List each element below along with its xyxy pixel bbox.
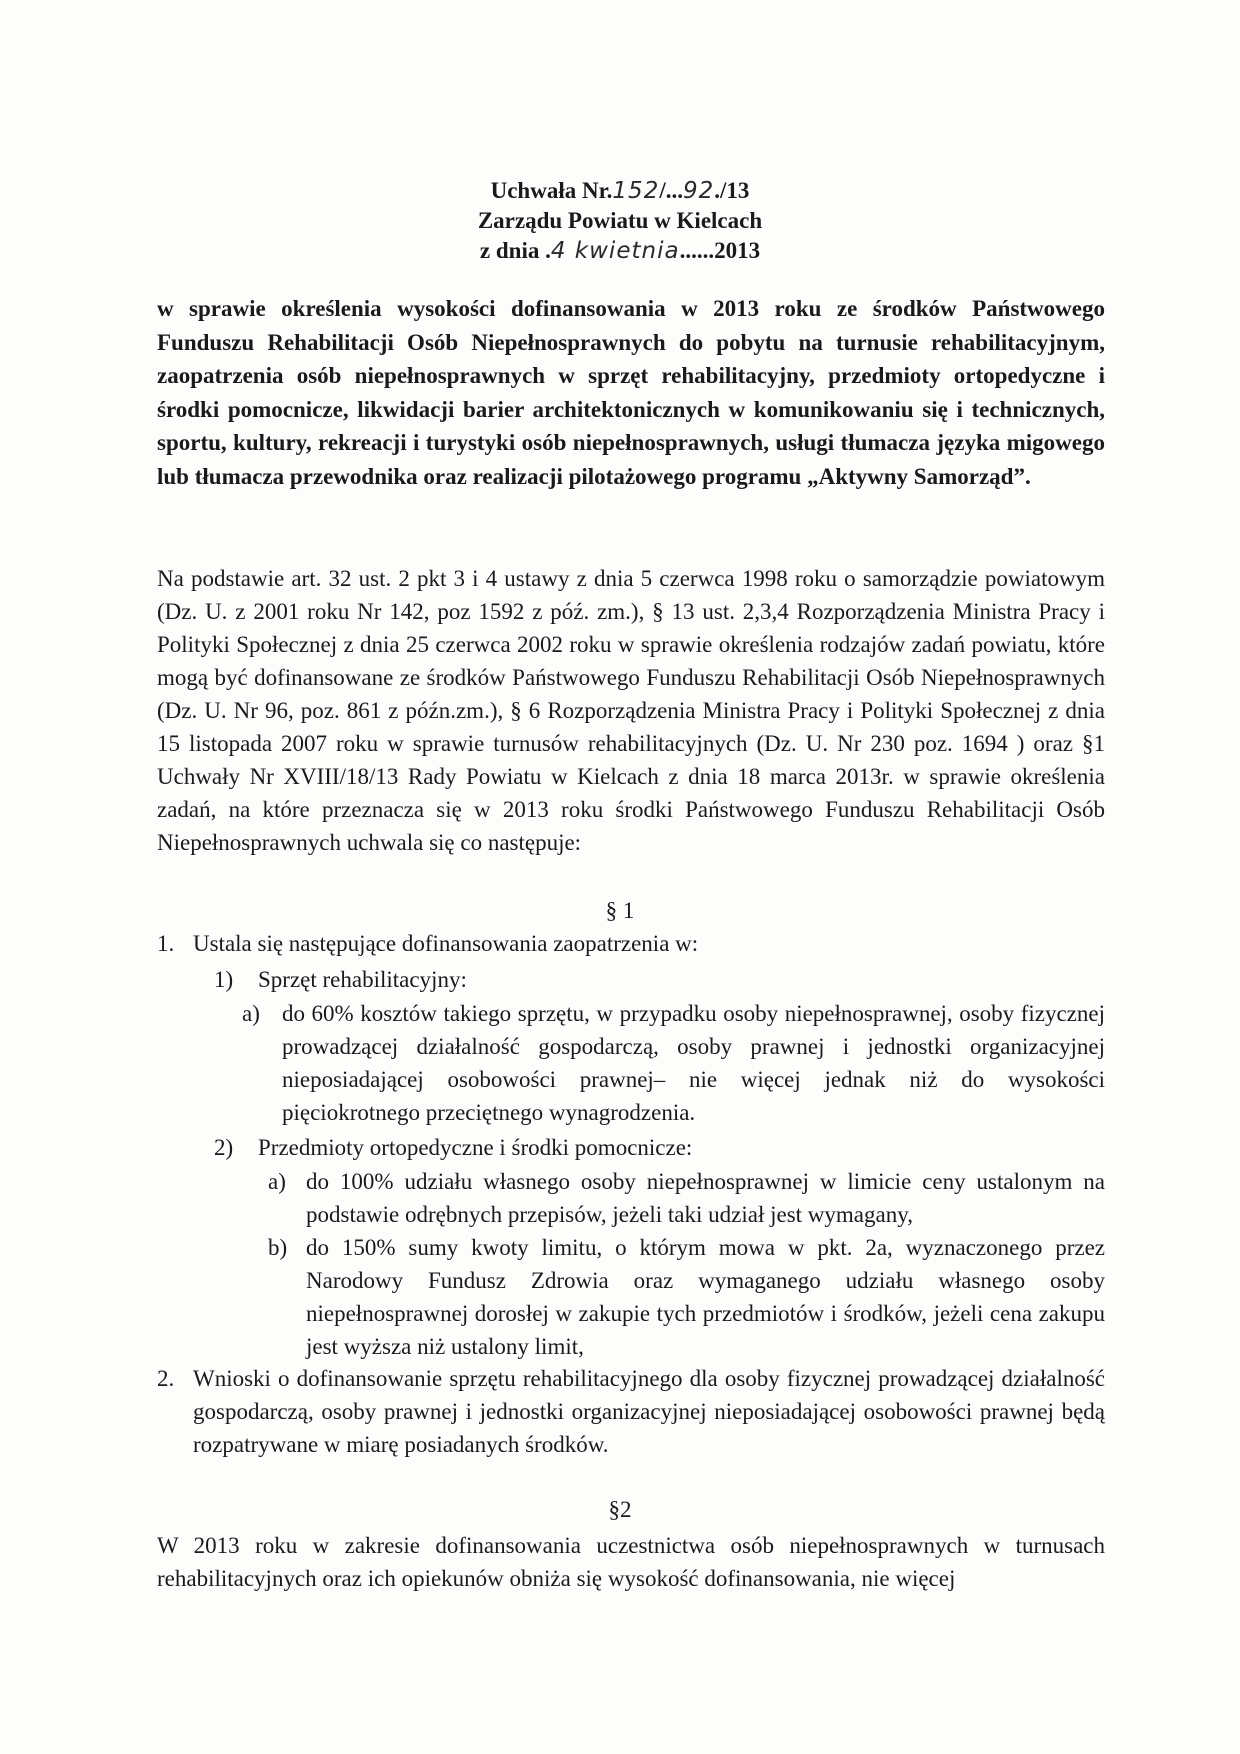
point-1-text: Ustala się następujące dofinansowania zaopatrzenia w:	[193, 931, 699, 956]
resolution-subject: w sprawie określenia wysokości dofinansowania w 2013 roku ze środków Państwowego Funduszu Rehabilitacji Osób Niepełnosprawnych do pobytu na turnusie rehabilitacyjnym, zaopatrzenia osób niepełnosprawnych w sprzęt rehabilitacyjny, przedmioty ortopedyczne i środki pomocnicze, likwidacji barier architektonicznych w komunikowaniu się i technicznych, sportu, kultury, rekreacji i turystyki osób niepełnosprawnych, usługi tłumacza języka migowego lub tłumacza przewodnika oraz realizacji pilotażowego programu „Aktywny Samorząd”.	[157, 296, 1105, 489]
resolution-header	[0, 176, 1240, 266]
subpoint-2a-letter: a)	[268, 1169, 286, 1194]
point-2-text: Wnioski o dofinansowanie sprzętu rehabilitacyjnego dla osoby fizycznej prowadzącej działalność gospodarczą, osoby prawnej i jednostki organizacyjnej nieposiadającej osobowości prawnej będą rozpatrywane w miarę posiadanych środków.	[193, 1366, 1105, 1457]
subpoint-1a-letter: a)	[242, 1001, 260, 1026]
section-1-title: § 1	[605, 898, 635, 923]
subpoint-2-number: 2)	[214, 1135, 234, 1160]
subpoint-2a-text: do 100% udziału własnego osoby niepełnosprawnej w limicie ceny ustalonym na podstawie odrębnych przepisów, jeżeli taki udział jest wymagany,	[306, 1169, 1105, 1227]
section-2-title: §2	[608, 1497, 632, 1522]
date-suffix: ......2013	[679, 238, 761, 263]
legal-basis-paragraph: Na podstawie art. 32 ust. 2 pkt 3 i 4 ustawy z dnia 5 czerwca 1998 roku o samorządzie powiatowym (Dz. U. z 2001 roku Nr 142, poz 1592 z póź. zm.), § 13 ust. 2,3,4 Rozporządzenia Ministra Pracy i Polityki Społecznej z dnia 25 czerwca 2002 roku w sprawie określenia rodzajów zadań powiatu, które mogą być dofinansowane ze środków Państwowego Funduszu Rehabilitacji Osób Niepełnosprawnych (Dz. U. Nr 96, poz. 861 z późn.zm.), § 6 Rozporządzenia Ministra Pracy i Polityki Społecznej z dnia 15 listopada 2007 roku w sprawie turnusów rehabilitacyjnych (Dz. U. Nr 230 poz. 1694 ) oraz §1 Uchwały Nr XVIII/18/13 Rady Powiatu w Kielcach z dnia 18 marca 2013r. w sprawie określenia zadań, na które przeznacza się w 2013 roku środki Państwowego Funduszu Rehabilitacji Osób Niepełnosprawnych uchwala się co następuje:	[157, 566, 1105, 855]
date-line	[0, 236, 1240, 266]
subpoint-1-text: Sprzęt rehabilitacyjny:	[258, 967, 467, 992]
handwritten-number: 152	[612, 178, 660, 204]
resolution-number-prefix: Uchwała Nr.	[490, 178, 613, 203]
section-2-text: W 2013 roku w zakresie dofinansowania uczestnictwa osób niepełnosprawnych w turnusach rehabilitacyjnych oraz ich opiekunów obniża się wysokość dofinansowania, nie więcej	[157, 1533, 1105, 1591]
resolution-number-suffix: ./13	[714, 178, 750, 203]
issuer-line: Zarządu Powiatu w Kielcach	[477, 208, 763, 233]
resolution-number-line	[0, 176, 1240, 206]
date-prefix: z dnia .	[479, 238, 551, 263]
handwritten-number-2: 92	[682, 178, 715, 204]
subpoint-1a-text: do 60% kosztów takiego sprzętu, w przypadku osoby niepełnosprawnej, osoby fizycznej prowadzącej działalność gospodarczą, osoby prawnej i jednostki organizacyjnej nieposiadającej osobowości prawnej– nie więcej jednak niż do wysokości pięciokrotnego przeciętnego wynagrodzenia.	[282, 1001, 1105, 1125]
subpoint-2-text: Przedmioty ortopedyczne i środki pomocnicze:	[258, 1135, 693, 1160]
subpoint-2b-letter: b)	[268, 1235, 288, 1260]
handwritten-date: 4 kwietnia	[550, 238, 680, 264]
subpoint-1-number: 1)	[214, 967, 234, 992]
resolution-number-separator: /...	[659, 178, 683, 203]
point-2-number: 2.	[157, 1366, 175, 1391]
point-1-number: 1.	[157, 931, 175, 956]
subpoint-2b-text: do 150% sumy kwoty limitu, o którym mowa w pkt. 2a, wyznaczonego przez Narodowy Fundusz Zdrowia oraz wymaganego udziału własnego osoby niepełnosprawnej dorosłej w zakupie tych przedmiotów i środków, jeżeli cena zakupu jest wyższa niż ustalony limit,	[306, 1235, 1105, 1359]
